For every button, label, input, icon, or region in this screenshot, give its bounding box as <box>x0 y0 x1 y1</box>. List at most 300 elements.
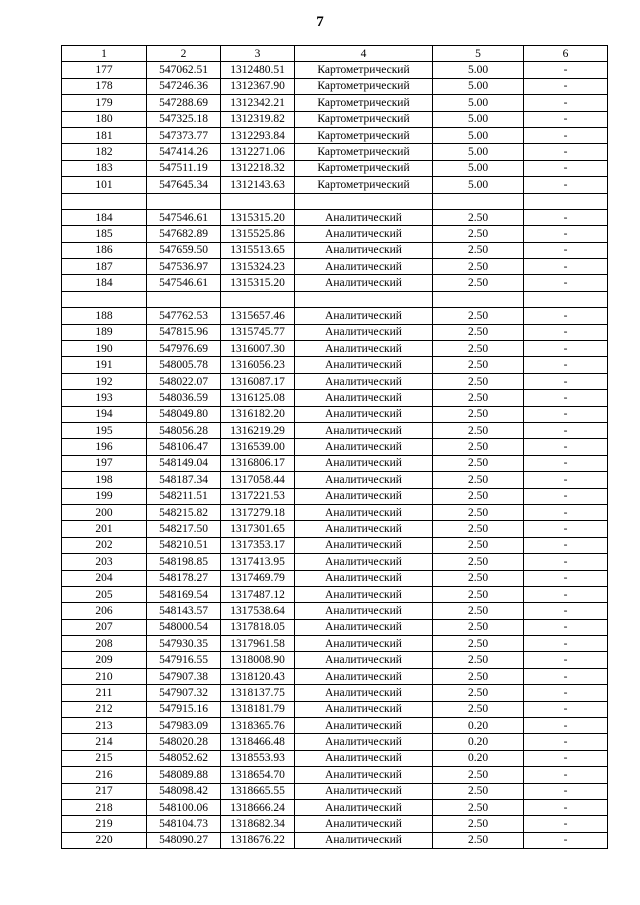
description-cell: - <box>524 619 608 635</box>
point-number-cell: 189 <box>62 324 147 340</box>
x-coordinate-cell: 547983.09 <box>147 718 221 734</box>
accuracy-cell: 2.50 <box>433 209 524 225</box>
accuracy-cell: 2.50 <box>433 422 524 438</box>
y-coordinate-cell: 1312293.84 <box>221 127 295 143</box>
y-coordinate-cell: 1315315.20 <box>221 275 295 291</box>
description-cell: - <box>524 521 608 537</box>
accuracy-cell: 2.50 <box>433 275 524 291</box>
accuracy-cell: 2.50 <box>433 603 524 619</box>
point-number-cell: 220 <box>62 832 147 848</box>
table-row <box>62 455 608 471</box>
x-coordinate-cell: 548211.51 <box>147 488 221 504</box>
y-coordinate-cell: 1318137.75 <box>221 685 295 701</box>
description-cell: - <box>524 783 608 799</box>
accuracy-cell: 2.50 <box>433 685 524 701</box>
point-number-cell: 197 <box>62 455 147 471</box>
x-coordinate-cell: 547546.61 <box>147 275 221 291</box>
point-number-cell: 192 <box>62 373 147 389</box>
accuracy-cell: 5.00 <box>433 62 524 78</box>
accuracy-cell: 5.00 <box>433 144 524 160</box>
table-row <box>62 275 608 291</box>
point-number-cell: 180 <box>62 111 147 127</box>
point-number-cell: 209 <box>62 652 147 668</box>
point-number-cell: 201 <box>62 521 147 537</box>
x-coordinate-cell: 548036.59 <box>147 390 221 406</box>
x-coordinate-cell: 547062.51 <box>147 62 221 78</box>
description-cell: - <box>524 160 608 176</box>
method-cell: Картометрический <box>295 78 433 94</box>
method-cell: Аналитический <box>295 734 433 750</box>
y-coordinate-cell: 1318654.70 <box>221 767 295 783</box>
table-row <box>62 78 608 94</box>
point-number-cell: 200 <box>62 504 147 520</box>
point-number-cell: 199 <box>62 488 147 504</box>
description-cell: - <box>524 832 608 848</box>
header-row <box>62 46 608 62</box>
column-header-5: 5 <box>433 46 524 62</box>
table-row <box>62 127 608 143</box>
method-cell: Аналитический <box>295 242 433 258</box>
accuracy-cell: 2.50 <box>433 701 524 717</box>
accuracy-cell <box>433 193 524 209</box>
table-row <box>62 586 608 602</box>
point-number-cell: 182 <box>62 144 147 160</box>
column-header-1: 1 <box>62 46 147 62</box>
y-coordinate-cell: 1312480.51 <box>221 62 295 78</box>
description-cell: - <box>524 390 608 406</box>
column-header-6: 6 <box>524 46 608 62</box>
x-coordinate-cell: 547930.35 <box>147 636 221 652</box>
y-coordinate-cell: 1316539.00 <box>221 439 295 455</box>
accuracy-cell: 2.50 <box>433 324 524 340</box>
accuracy-cell: 2.50 <box>433 406 524 422</box>
accuracy-cell: 2.50 <box>433 586 524 602</box>
accuracy-cell: 2.50 <box>433 668 524 684</box>
method-cell <box>295 291 433 307</box>
method-cell: Аналитический <box>295 488 433 504</box>
table-row <box>62 390 608 406</box>
accuracy-cell: 5.00 <box>433 177 524 193</box>
method-cell: Аналитический <box>295 275 433 291</box>
method-cell: Аналитический <box>295 422 433 438</box>
description-cell: - <box>524 209 608 225</box>
table-row <box>62 734 608 750</box>
x-coordinate-cell: 548104.73 <box>147 816 221 832</box>
description-cell: - <box>524 816 608 832</box>
method-cell: Аналитический <box>295 209 433 225</box>
point-number-cell: 188 <box>62 308 147 324</box>
description-cell: - <box>524 570 608 586</box>
x-coordinate-cell: 548049.80 <box>147 406 221 422</box>
method-cell: Аналитический <box>295 521 433 537</box>
method-cell: Аналитический <box>295 341 433 357</box>
y-coordinate-cell: 1312218.32 <box>221 160 295 176</box>
method-cell: Аналитический <box>295 472 433 488</box>
y-coordinate-cell: 1315657.46 <box>221 308 295 324</box>
point-number-cell: 211 <box>62 685 147 701</box>
method-cell: Аналитический <box>295 799 433 815</box>
y-coordinate-cell: 1312271.06 <box>221 144 295 160</box>
y-coordinate-cell: 1317961.58 <box>221 636 295 652</box>
method-cell <box>295 193 433 209</box>
point-number-cell: 179 <box>62 95 147 111</box>
description-cell: - <box>524 95 608 111</box>
x-coordinate-cell: 548149.04 <box>147 455 221 471</box>
y-coordinate-cell: 1317413.95 <box>221 554 295 570</box>
table-row <box>62 422 608 438</box>
x-coordinate-cell: 548020.28 <box>147 734 221 750</box>
table-row <box>62 357 608 373</box>
table-row <box>62 160 608 176</box>
point-number-cell: 178 <box>62 78 147 94</box>
table-row <box>62 701 608 717</box>
description-cell: - <box>524 734 608 750</box>
method-cell: Картометрический <box>295 144 433 160</box>
column-header-3: 3 <box>221 46 295 62</box>
table-row <box>62 488 608 504</box>
x-coordinate-cell: 548210.51 <box>147 537 221 553</box>
point-number-cell: 198 <box>62 472 147 488</box>
description-cell: - <box>524 373 608 389</box>
point-number-cell: 185 <box>62 226 147 242</box>
method-cell: Аналитический <box>295 619 433 635</box>
accuracy-cell: 5.00 <box>433 78 524 94</box>
y-coordinate-cell: 1317353.17 <box>221 537 295 553</box>
table-row <box>62 652 608 668</box>
method-cell: Аналитический <box>295 668 433 684</box>
method-cell: Аналитический <box>295 701 433 717</box>
accuracy-cell: 2.50 <box>433 373 524 389</box>
method-cell: Аналитический <box>295 570 433 586</box>
table-row <box>62 62 608 78</box>
description-cell: - <box>524 78 608 94</box>
y-coordinate-cell: 1315513.65 <box>221 242 295 258</box>
accuracy-cell: 2.50 <box>433 439 524 455</box>
y-coordinate-cell: 1312319.82 <box>221 111 295 127</box>
method-cell: Аналитический <box>295 685 433 701</box>
y-coordinate-cell: 1316806.17 <box>221 455 295 471</box>
accuracy-cell: 2.50 <box>433 570 524 586</box>
point-number-cell: 208 <box>62 636 147 652</box>
table-row <box>62 242 608 258</box>
accuracy-cell: 2.50 <box>433 799 524 815</box>
x-coordinate-cell: 548005.78 <box>147 357 221 373</box>
table-row <box>62 783 608 799</box>
x-coordinate-cell: 547246.36 <box>147 78 221 94</box>
table-row <box>62 406 608 422</box>
point-number-cell: 177 <box>62 62 147 78</box>
point-number-cell: 215 <box>62 750 147 766</box>
description-cell: - <box>524 177 608 193</box>
method-cell: Аналитический <box>295 603 433 619</box>
accuracy-cell <box>433 291 524 307</box>
table-row <box>62 177 608 193</box>
y-coordinate-cell: 1315315.20 <box>221 209 295 225</box>
point-number-cell: 218 <box>62 799 147 815</box>
table-row <box>62 799 608 815</box>
y-coordinate-cell: 1318676.22 <box>221 832 295 848</box>
accuracy-cell: 0.20 <box>433 718 524 734</box>
description-cell: - <box>524 226 608 242</box>
description-cell: - <box>524 144 608 160</box>
y-coordinate-cell: 1317538.64 <box>221 603 295 619</box>
method-cell: Картометрический <box>295 127 433 143</box>
method-cell: Аналитический <box>295 537 433 553</box>
y-coordinate-cell: 1318553.93 <box>221 750 295 766</box>
point-number-cell: 193 <box>62 390 147 406</box>
y-coordinate-cell: 1312367.90 <box>221 78 295 94</box>
x-coordinate-cell: 547546.61 <box>147 209 221 225</box>
accuracy-cell: 2.50 <box>433 816 524 832</box>
x-coordinate-cell: 547907.38 <box>147 668 221 684</box>
description-cell: - <box>524 111 608 127</box>
description-cell: - <box>524 668 608 684</box>
description-cell: - <box>524 357 608 373</box>
method-cell: Аналитический <box>295 750 433 766</box>
y-coordinate-cell: 1318665.55 <box>221 783 295 799</box>
table-row <box>62 619 608 635</box>
point-number-cell: 194 <box>62 406 147 422</box>
description-cell: - <box>524 750 608 766</box>
point-number-cell: 212 <box>62 701 147 717</box>
x-coordinate-cell: 547682.89 <box>147 226 221 242</box>
accuracy-cell: 2.50 <box>433 554 524 570</box>
y-coordinate-cell <box>221 193 295 209</box>
accuracy-cell: 2.50 <box>433 357 524 373</box>
description-cell: - <box>524 554 608 570</box>
y-coordinate-cell: 1316007.30 <box>221 341 295 357</box>
x-coordinate-cell: 547536.97 <box>147 259 221 275</box>
description-cell: - <box>524 324 608 340</box>
description-cell: - <box>524 685 608 701</box>
accuracy-cell: 2.50 <box>433 341 524 357</box>
method-cell: Картометрический <box>295 160 433 176</box>
table-row <box>62 603 608 619</box>
method-cell: Аналитический <box>295 324 433 340</box>
accuracy-cell: 2.50 <box>433 390 524 406</box>
accuracy-cell: 2.50 <box>433 504 524 520</box>
y-coordinate-cell: 1317221.53 <box>221 488 295 504</box>
x-coordinate-cell: 548090.27 <box>147 832 221 848</box>
method-cell: Аналитический <box>295 406 433 422</box>
x-coordinate-cell: 547815.96 <box>147 324 221 340</box>
y-coordinate-cell: 1318120.43 <box>221 668 295 684</box>
y-coordinate-cell: 1317058.44 <box>221 472 295 488</box>
method-cell: Аналитический <box>295 504 433 520</box>
table-row <box>62 308 608 324</box>
table-row <box>62 668 608 684</box>
table-row <box>62 95 608 111</box>
description-cell: - <box>524 406 608 422</box>
point-number-cell: 213 <box>62 718 147 734</box>
point-number-cell <box>62 291 147 307</box>
x-coordinate-cell: 547659.50 <box>147 242 221 258</box>
accuracy-cell: 5.00 <box>433 95 524 111</box>
description-cell: - <box>524 799 608 815</box>
x-coordinate-cell: 547915.16 <box>147 701 221 717</box>
x-coordinate-cell: 547907.32 <box>147 685 221 701</box>
x-coordinate-cell: 548169.54 <box>147 586 221 602</box>
page-number: 7 <box>316 14 324 30</box>
accuracy-cell: 2.50 <box>433 521 524 537</box>
method-cell: Аналитический <box>295 226 433 242</box>
accuracy-cell: 0.20 <box>433 750 524 766</box>
method-cell: Аналитический <box>295 455 433 471</box>
table-row <box>62 144 608 160</box>
accuracy-cell: 5.00 <box>433 160 524 176</box>
description-cell: - <box>524 455 608 471</box>
method-cell: Аналитический <box>295 816 433 832</box>
point-number-cell: 202 <box>62 537 147 553</box>
table-row <box>62 259 608 275</box>
y-coordinate-cell: 1318008.90 <box>221 652 295 668</box>
table-row <box>62 718 608 734</box>
point-number-cell: 183 <box>62 160 147 176</box>
method-cell: Картометрический <box>295 62 433 78</box>
table-row <box>62 636 608 652</box>
accuracy-cell: 2.50 <box>433 537 524 553</box>
point-number-cell: 204 <box>62 570 147 586</box>
x-coordinate-cell: 547645.34 <box>147 177 221 193</box>
point-number-cell: 216 <box>62 767 147 783</box>
x-coordinate-cell: 547288.69 <box>147 95 221 111</box>
description-cell: - <box>524 439 608 455</box>
description-cell: - <box>524 472 608 488</box>
table-row <box>62 685 608 701</box>
method-cell: Аналитический <box>295 652 433 668</box>
method-cell: Картометрический <box>295 177 433 193</box>
x-coordinate-cell: 548187.34 <box>147 472 221 488</box>
accuracy-cell: 2.50 <box>433 488 524 504</box>
y-coordinate-cell: 1315745.77 <box>221 324 295 340</box>
method-cell: Аналитический <box>295 373 433 389</box>
point-number-cell: 187 <box>62 259 147 275</box>
x-coordinate-cell <box>147 291 221 307</box>
point-number-cell: 206 <box>62 603 147 619</box>
point-number-cell: 184 <box>62 209 147 225</box>
accuracy-cell: 2.50 <box>433 652 524 668</box>
y-coordinate-cell: 1312342.21 <box>221 95 295 111</box>
y-coordinate-cell <box>221 291 295 307</box>
table-body <box>62 62 608 849</box>
x-coordinate-cell: 548089.88 <box>147 767 221 783</box>
method-cell: Аналитический <box>295 586 433 602</box>
description-cell: - <box>524 636 608 652</box>
y-coordinate-cell: 1318466.48 <box>221 734 295 750</box>
table-row <box>62 472 608 488</box>
method-cell: Аналитический <box>295 718 433 734</box>
accuracy-cell: 2.50 <box>433 636 524 652</box>
table-row <box>62 816 608 832</box>
description-cell: - <box>524 275 608 291</box>
y-coordinate-cell: 1317818.05 <box>221 619 295 635</box>
description-cell: - <box>524 701 608 717</box>
point-number-cell: 203 <box>62 554 147 570</box>
point-number-cell: 196 <box>62 439 147 455</box>
point-number-cell: 217 <box>62 783 147 799</box>
column-header-4: 4 <box>295 46 433 62</box>
x-coordinate-cell: 548100.06 <box>147 799 221 815</box>
method-cell: Картометрический <box>295 95 433 111</box>
point-number-cell <box>62 193 147 209</box>
x-coordinate-cell: 548178.27 <box>147 570 221 586</box>
x-coordinate-cell: 547325.18 <box>147 111 221 127</box>
table-row <box>62 521 608 537</box>
point-number-cell: 186 <box>62 242 147 258</box>
method-cell: Аналитический <box>295 783 433 799</box>
accuracy-cell: 5.00 <box>433 127 524 143</box>
method-cell: Аналитический <box>295 832 433 848</box>
x-coordinate-cell: 547373.77 <box>147 127 221 143</box>
description-cell: - <box>524 341 608 357</box>
point-number-cell: 210 <box>62 668 147 684</box>
point-number-cell: 101 <box>62 177 147 193</box>
description-cell: - <box>524 504 608 520</box>
y-coordinate-cell: 1318666.24 <box>221 799 295 815</box>
accuracy-cell: 2.50 <box>433 226 524 242</box>
column-header-2: 2 <box>147 46 221 62</box>
method-cell: Аналитический <box>295 308 433 324</box>
method-cell: Аналитический <box>295 259 433 275</box>
x-coordinate-cell: 547511.19 <box>147 160 221 176</box>
y-coordinate-cell: 1316087.17 <box>221 373 295 389</box>
table-row <box>62 439 608 455</box>
description-cell: - <box>524 767 608 783</box>
x-coordinate-cell: 548022.07 <box>147 373 221 389</box>
method-cell: Аналитический <box>295 357 433 373</box>
table-row <box>62 341 608 357</box>
method-cell: Аналитический <box>295 554 433 570</box>
x-coordinate-cell: 548198.85 <box>147 554 221 570</box>
accuracy-cell: 2.50 <box>433 259 524 275</box>
y-coordinate-cell: 1316056.23 <box>221 357 295 373</box>
method-cell: Картометрический <box>295 111 433 127</box>
accuracy-cell: 2.50 <box>433 783 524 799</box>
y-coordinate-cell: 1315324.23 <box>221 259 295 275</box>
coordinates-table <box>61 45 608 849</box>
description-cell: - <box>524 488 608 504</box>
table-row <box>62 504 608 520</box>
table-row <box>62 570 608 586</box>
x-coordinate-cell: 548056.28 <box>147 422 221 438</box>
x-coordinate-cell: 548217.50 <box>147 521 221 537</box>
y-coordinate-cell: 1316219.29 <box>221 422 295 438</box>
description-cell: - <box>524 242 608 258</box>
method-cell: Аналитический <box>295 439 433 455</box>
accuracy-cell: 0.20 <box>433 734 524 750</box>
method-cell: Аналитический <box>295 390 433 406</box>
y-coordinate-cell: 1318181.79 <box>221 701 295 717</box>
description-cell: - <box>524 586 608 602</box>
x-coordinate-cell: 548098.42 <box>147 783 221 799</box>
point-number-cell: 191 <box>62 357 147 373</box>
x-coordinate-cell: 548052.62 <box>147 750 221 766</box>
description-cell: - <box>524 652 608 668</box>
point-number-cell: 207 <box>62 619 147 635</box>
point-number-cell: 190 <box>62 341 147 357</box>
y-coordinate-cell: 1316125.08 <box>221 390 295 406</box>
accuracy-cell: 2.50 <box>433 767 524 783</box>
description-cell: - <box>524 259 608 275</box>
table-header <box>62 46 608 62</box>
table-row <box>62 750 608 766</box>
table-row <box>62 226 608 242</box>
description-cell: - <box>524 127 608 143</box>
y-coordinate-cell: 1316182.20 <box>221 406 295 422</box>
y-coordinate-cell: 1317279.18 <box>221 504 295 520</box>
point-number-cell: 184 <box>62 275 147 291</box>
point-number-cell: 205 <box>62 586 147 602</box>
